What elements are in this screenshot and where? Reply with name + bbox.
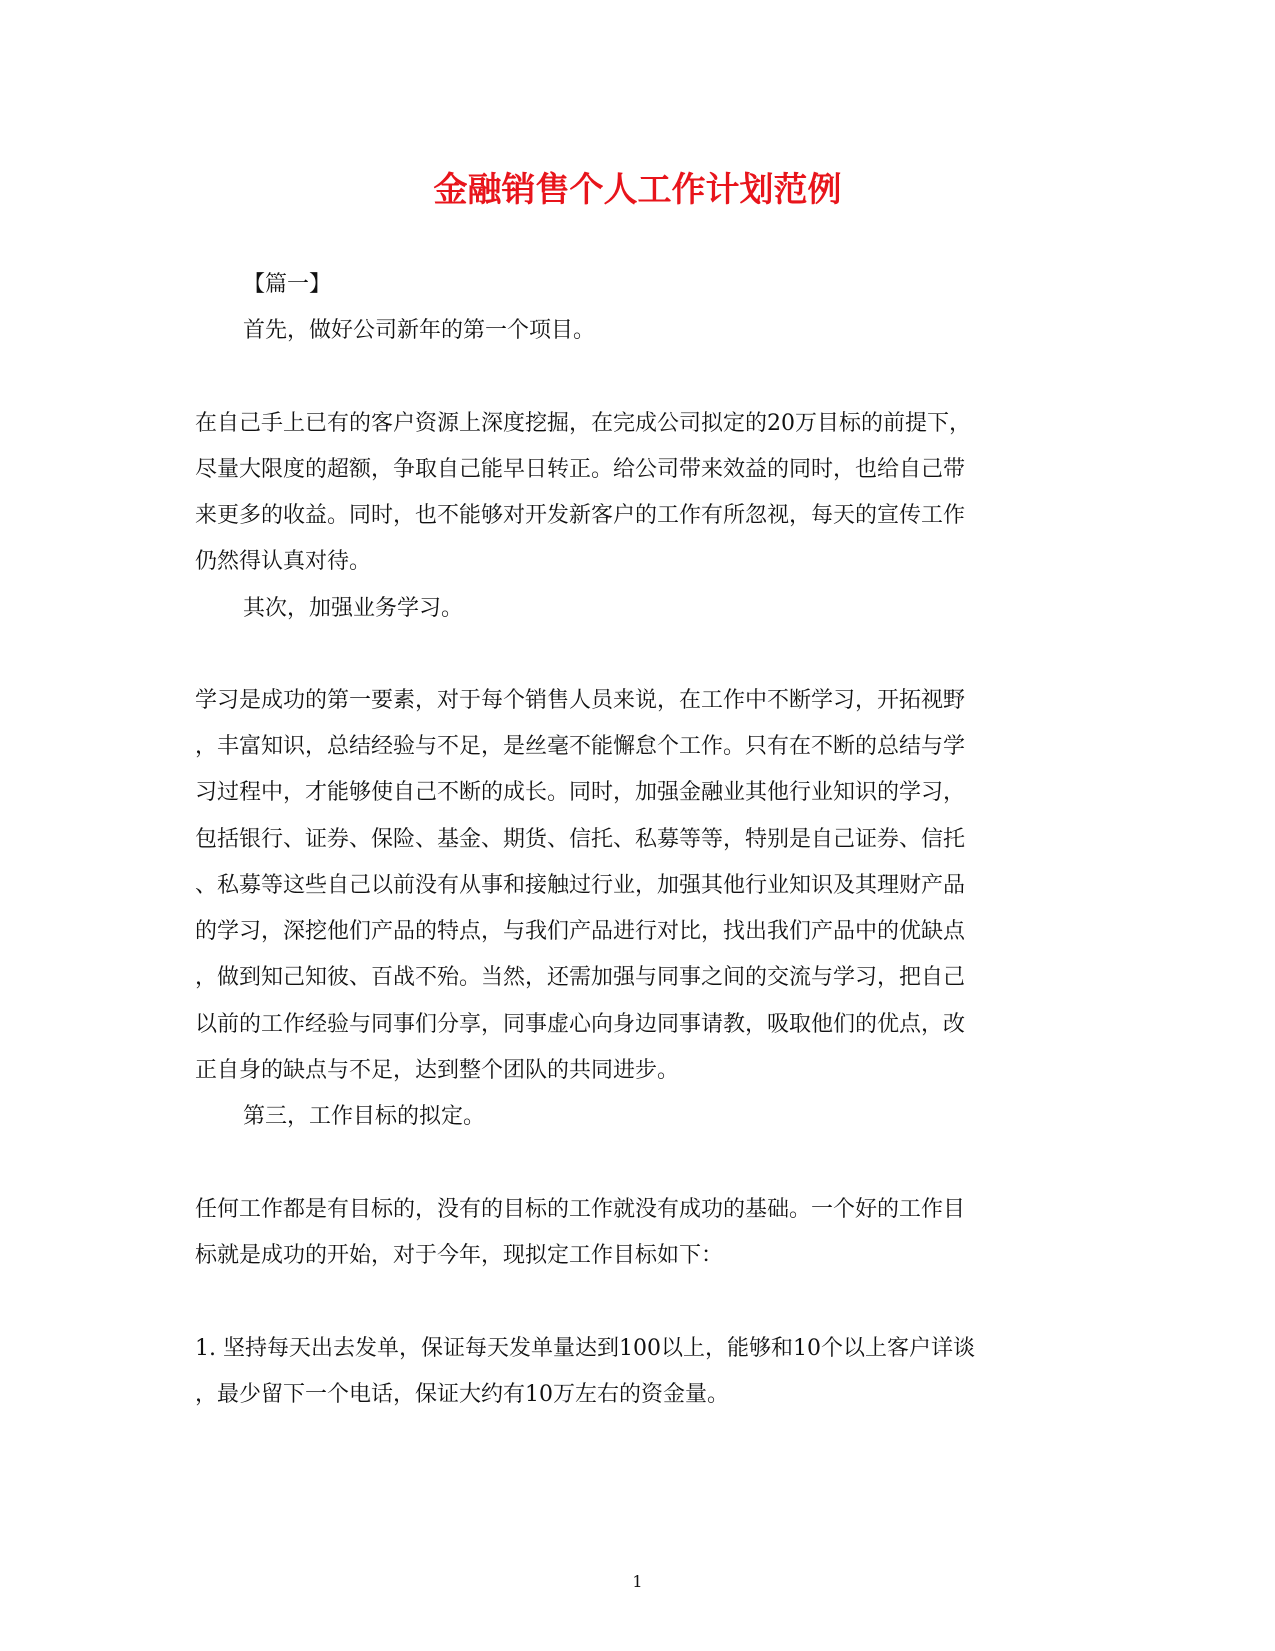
paragraph-line: 其次，加强业务学习。 xyxy=(243,596,464,621)
paragraph-line: 在自己手上已有的客户资源上深度挖掘，在完成公司拟定的20万目标的前提下， xyxy=(195,411,971,436)
paragraph-line: 任何工作都是有目标的，没有的目标的工作就没有成功的基础。一个好的工作目 xyxy=(195,1197,966,1222)
paragraph-line: ，做到知己知彼、百战不殆。当然，还需加强与同事之间的交流与学习，把自己 xyxy=(195,965,966,990)
paragraph-line: 标就是成功的开始，对于今年，现拟定工作目标如下： xyxy=(195,1243,724,1268)
paragraph-line: 来更多的收益。同时，也不能够对开发新客户的工作有所忽视，每天的宣传工作 xyxy=(195,503,966,528)
paragraph-line: 仍然得认真对待。 xyxy=(195,549,372,574)
paragraph-line: 首先，做好公司新年的第一个项目。 xyxy=(243,318,596,343)
paragraph-line: 第三，工作目标的拟定。 xyxy=(243,1104,486,1129)
paragraph-line: 、私募等这些自己以前没有从事和接触过行业，加强其他行业知识及其理财产品 xyxy=(195,873,966,898)
document-title: 金融销售个人工作计划范例 xyxy=(433,170,842,210)
paragraph-line: 学习是成功的第一要素，对于每个销售人员来说，在工作中不断学习，开拓视野 xyxy=(195,688,966,713)
paragraph-line: 包括银行、证券、保险、基金、期货、信托、私募等等，特别是自己证券、信托 xyxy=(195,827,966,852)
paragraph-line: 尽量大限度的超额，争取自己能早日转正。给公司带来效益的同时，也给自己带 xyxy=(195,457,966,482)
page-number: 1 xyxy=(632,1572,643,1591)
paragraph-line: 正自身的缺点与不足，达到整个团队的共同进步。 xyxy=(195,1058,680,1083)
paragraph-line: 习过程中，才能够使自己不断的成长。同时，加强金融业其他行业知识的学习， xyxy=(195,780,966,805)
paragraph-line: 的学习，深挖他们产品的特点，与我们产品进行对比，找出我们产品中的优缺点 xyxy=(195,919,966,944)
section-heading: 【篇一】 xyxy=(243,272,332,297)
paragraph-line: ，丰富知识，总结经验与不足，是丝毫不能懈怠个工作。只有在不断的总结与学 xyxy=(195,734,966,759)
paragraph-line: 以前的工作经验与同事们分享，同事虚心向身边同事请教，吸取他们的优点，改 xyxy=(195,1012,966,1037)
list-item: ，最少留下一个电话，保证大约有10万左右的资金量。 xyxy=(195,1382,729,1407)
list-item: 1. 坚持每天出去发单，保证每天发单量达到100以上，能够和10个以上客户详谈 xyxy=(195,1336,975,1361)
